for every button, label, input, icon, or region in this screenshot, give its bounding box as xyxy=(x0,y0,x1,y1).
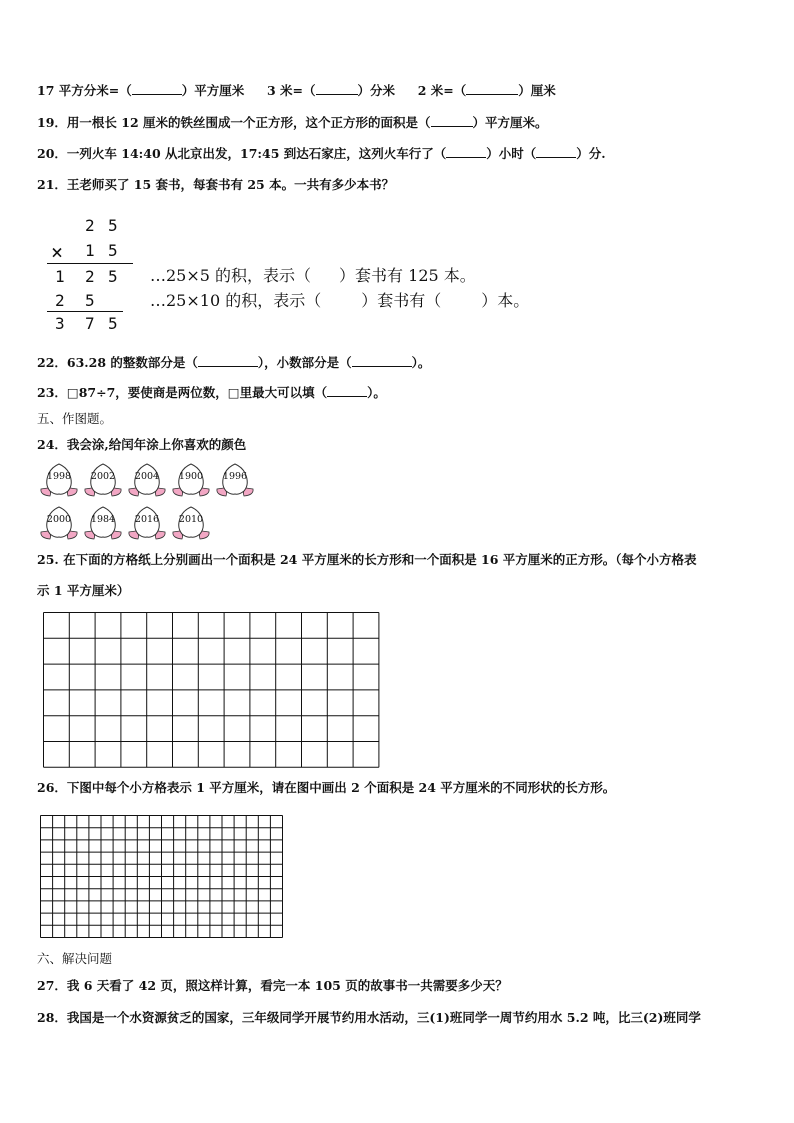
digit: 2 xyxy=(55,291,65,310)
peach-icon[interactable] xyxy=(38,462,80,498)
explanation-1: …25×5 的积，表示（ ）套书有 125 本。 xyxy=(150,266,476,285)
digit: 5 xyxy=(108,241,118,260)
question-20: 20．一列火车 14:40 从北京出发，17:45 到达石家庄，这列火车行了（ ）小时（ ）分. xyxy=(37,146,606,161)
vertical-multiplication xyxy=(45,214,155,334)
peach-icon[interactable] xyxy=(82,505,124,541)
year-label: 2004 xyxy=(134,471,160,482)
answer-blank[interactable] xyxy=(446,146,486,158)
year-label: 2002 xyxy=(90,471,116,482)
question-28: 28．我国是一个水资源贫乏的国家，三年级同学开展节约用水活动，三(1)班同学一周节约用水 5.2 吨，比三(2)班同学 xyxy=(37,1010,701,1025)
peach-icon[interactable] xyxy=(126,505,168,541)
digit: 5 xyxy=(108,314,118,333)
times-sign: × xyxy=(51,240,64,264)
question-25-cont: 示 1 平方厘米） xyxy=(37,583,130,598)
digit: 7 xyxy=(85,314,95,333)
digit: 5 xyxy=(108,216,118,235)
digit: 1 xyxy=(55,267,65,286)
question-26: 26．下图中每个小方格表示 1 平方厘米，请在图中画出 2 个面积是 24 平方厘米的不同形状的长方形。 xyxy=(37,780,616,795)
digit: 5 xyxy=(108,267,118,286)
explanation-2: …25×10 的积，表示（ ）套书有（ ）本。 xyxy=(150,291,530,310)
grid-paper-1[interactable] xyxy=(43,612,381,769)
year-label: 1900 xyxy=(178,471,204,482)
peach-icon[interactable] xyxy=(38,505,80,541)
answer-blank[interactable] xyxy=(466,83,518,95)
rule-line xyxy=(47,263,133,264)
digit: 2 xyxy=(85,216,95,235)
answer-blank[interactable] xyxy=(431,115,473,127)
peach-icon[interactable] xyxy=(82,462,124,498)
answer-blank[interactable] xyxy=(352,355,412,367)
year-label: 1996 xyxy=(222,471,248,482)
peach-icon[interactable] xyxy=(214,462,256,498)
section-heading: 五、作图题。 xyxy=(37,411,113,426)
question-22: 22．63.28 的整数部分是（ ），小数部分是（ ）。 xyxy=(37,355,431,370)
rule-line xyxy=(47,311,123,312)
question-19: 19．用一根长 12 厘米的铁丝围成一个正方形，这个正方形的面积是（ ）平方厘米。 xyxy=(37,115,548,130)
section-heading: 六、解决问题 xyxy=(37,951,113,966)
question-21: 21．王老师买了 15 套书，每套书有 25 本。一共有多少本书？ xyxy=(37,177,395,192)
answer-blank[interactable] xyxy=(198,355,258,367)
year-label: 1984 xyxy=(90,514,116,525)
grid-paper-2[interactable] xyxy=(40,815,286,941)
year-label: 2010 xyxy=(178,514,204,525)
digit: 1 xyxy=(85,241,95,260)
question-17: 17 平方分米=（ ）平方厘米 3 米=（ ）分米 2 米=（ ）厘米 xyxy=(37,83,556,98)
digit: 3 xyxy=(55,314,65,333)
peach-icon[interactable] xyxy=(170,462,212,498)
question-27: 27．我 6 天看了 42 页，照这样计算，看完一本 105 页的故事书一共需要多少天？ xyxy=(37,978,508,993)
year-label: 2000 xyxy=(46,514,72,525)
question-24: 24．我会涂,给闰年涂上你喜欢的颜色 xyxy=(37,437,247,452)
answer-blank[interactable] xyxy=(327,385,367,397)
digit: 5 xyxy=(85,291,95,310)
digit: 2 xyxy=(85,267,95,286)
question-25: 25. 在下面的方格纸上分别画出一个面积是 24 平方厘米的长方形和一个面积是 16 平方厘米的正方形。（每个小方格表 xyxy=(37,552,697,567)
year-label: 1998 xyxy=(46,471,72,482)
year-label: 2016 xyxy=(134,514,160,525)
peach-icon[interactable] xyxy=(170,505,212,541)
answer-blank[interactable] xyxy=(132,83,182,95)
answer-blank[interactable] xyxy=(316,83,358,95)
peach-icon[interactable] xyxy=(126,462,168,498)
answer-blank[interactable] xyxy=(536,146,576,158)
question-23: 23．□87÷7，要使商是两位数，□里最大可以填（ ）。 xyxy=(37,385,386,400)
